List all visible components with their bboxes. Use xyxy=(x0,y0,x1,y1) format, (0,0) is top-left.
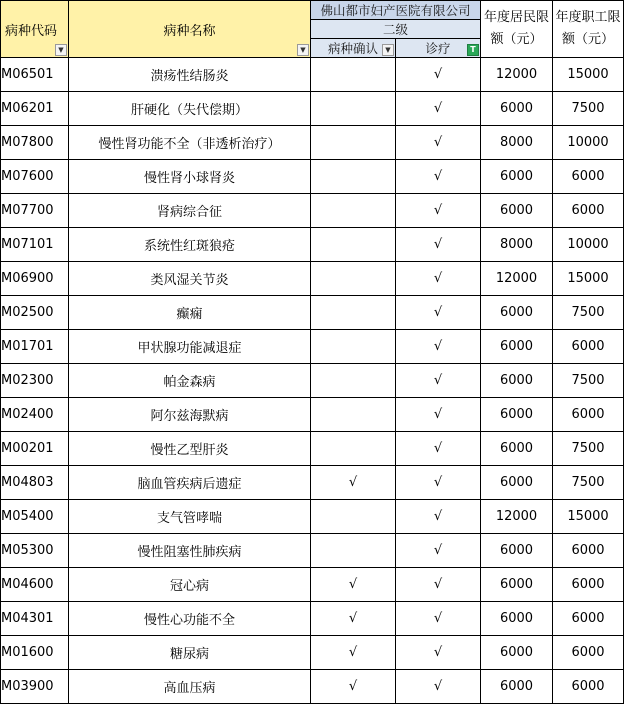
cell-clinic[interactable]: √ xyxy=(396,58,481,92)
cell-employee-limit[interactable]: 10000 xyxy=(553,126,624,160)
cell-confirm[interactable] xyxy=(311,534,396,568)
cell-resident-limit[interactable]: 6000 xyxy=(481,568,553,602)
cell-code[interactable]: M05300 xyxy=(1,534,69,568)
cell-confirm[interactable]: √ xyxy=(311,466,396,500)
cell-resident-limit[interactable]: 6000 xyxy=(481,160,553,194)
cell-confirm[interactable] xyxy=(311,364,396,398)
cell-confirm[interactable] xyxy=(311,126,396,160)
cell-confirm[interactable] xyxy=(311,296,396,330)
cell-code[interactable]: M04803 xyxy=(1,466,69,500)
cell-employee-limit[interactable]: 6000 xyxy=(553,330,624,364)
cell-name[interactable]: 阿尔兹海默病 xyxy=(69,398,311,432)
cell-resident-limit[interactable]: 6000 xyxy=(481,92,553,126)
table-body xyxy=(1,58,624,704)
cell-employee-limit[interactable]: 6000 xyxy=(553,194,624,228)
cell-resident-limit[interactable]: 6000 xyxy=(481,636,553,670)
cell-clinic[interactable]: √ xyxy=(396,602,481,636)
table-row xyxy=(1,194,624,228)
cell-confirm[interactable] xyxy=(311,92,396,126)
cell-clinic[interactable]: √ xyxy=(396,228,481,262)
cell-employee-limit[interactable]: 7500 xyxy=(553,364,624,398)
cell-employee-limit[interactable]: 6000 xyxy=(553,160,624,194)
cell-name[interactable]: 慢性阻塞性肺疾病 xyxy=(69,534,311,568)
cell-confirm[interactable]: √ xyxy=(311,670,396,704)
header-confirm-label: 病种确认 xyxy=(327,41,378,56)
cell-resident-limit[interactable]: 6000 xyxy=(481,364,553,398)
cell-clinic[interactable]: √ xyxy=(396,126,481,160)
header-level: 二级 xyxy=(311,20,481,39)
cell-name[interactable]: 慢性乙型肝炎 xyxy=(69,432,311,466)
cell-code[interactable]: M07600 xyxy=(1,160,69,194)
cell-employee-limit[interactable]: 6000 xyxy=(553,534,624,568)
cell-employee-limit[interactable]: 10000 xyxy=(553,228,624,262)
cell-code[interactable]: M04301 xyxy=(1,602,69,636)
cell-resident-limit[interactable]: 6000 xyxy=(481,670,553,704)
cell-employee-limit[interactable]: 6000 xyxy=(553,602,624,636)
table-row xyxy=(1,92,624,126)
cell-code[interactable]: M03900 xyxy=(1,670,69,704)
cell-name[interactable]: 肾病综合征 xyxy=(69,194,311,228)
cell-clinic[interactable]: √ xyxy=(396,500,481,534)
table-row xyxy=(1,160,624,194)
cell-resident-limit[interactable]: 6000 xyxy=(481,194,553,228)
cell-employee-limit[interactable]: 6000 xyxy=(553,398,624,432)
cell-clinic[interactable]: √ xyxy=(396,92,481,126)
cell-clinic[interactable]: √ xyxy=(396,398,481,432)
dropdown-arrow-icon[interactable]: ▼ xyxy=(382,44,394,56)
cell-code[interactable]: M00201 xyxy=(1,432,69,466)
cell-code[interactable]: M07800 xyxy=(1,126,69,160)
cell-name[interactable]: 帕金森病 xyxy=(69,364,311,398)
cell-code[interactable]: M02400 xyxy=(1,398,69,432)
table-row xyxy=(1,432,624,466)
cell-employee-limit[interactable]: 15000 xyxy=(553,500,624,534)
cell-employee-limit[interactable]: 7500 xyxy=(553,466,624,500)
header-code-label: 病种代码 xyxy=(5,23,58,39)
cell-confirm[interactable] xyxy=(311,194,396,228)
cell-confirm[interactable] xyxy=(311,160,396,194)
cell-name[interactable]: 脑血管疾病后遗症 xyxy=(69,466,311,500)
cell-resident-limit[interactable]: 12000 xyxy=(481,58,553,92)
cell-code[interactable]: M04600 xyxy=(1,568,69,602)
header-code[interactable] xyxy=(1,1,69,58)
table-row xyxy=(1,500,624,534)
cell-clinic[interactable]: √ xyxy=(396,364,481,398)
table-header xyxy=(1,1,624,58)
cell-code[interactable]: M07700 xyxy=(1,194,69,228)
cell-name[interactable]: 甲状腺功能减退症 xyxy=(69,330,311,364)
table-row xyxy=(1,636,624,670)
table-row xyxy=(1,602,624,636)
dropdown-arrow-icon[interactable]: ▼ xyxy=(55,44,67,56)
cell-resident-limit[interactable]: 6000 xyxy=(481,534,553,568)
cell-employee-limit[interactable]: 15000 xyxy=(553,262,624,296)
cell-confirm[interactable]: √ xyxy=(311,602,396,636)
cell-clinic[interactable]: √ xyxy=(396,670,481,704)
cell-confirm[interactable]: √ xyxy=(311,636,396,670)
cell-code[interactable]: M01701 xyxy=(1,330,69,364)
table-row xyxy=(1,364,624,398)
cell-confirm[interactable] xyxy=(311,432,396,466)
cell-name[interactable]: 糖尿病 xyxy=(69,636,311,670)
header-hospital: 佛山都市妇产医院有限公司 xyxy=(311,1,481,20)
cell-clinic[interactable]: √ xyxy=(396,296,481,330)
table-row xyxy=(1,466,624,500)
cell-name[interactable]: 系统性红斑狼疮 xyxy=(69,228,311,262)
cell-confirm[interactable]: √ xyxy=(311,568,396,602)
cell-resident-limit[interactable]: 8000 xyxy=(481,228,553,262)
header-name-label: 病种名称 xyxy=(163,23,216,39)
header-confirm[interactable] xyxy=(311,39,396,58)
cell-resident-limit[interactable]: 6000 xyxy=(481,466,553,500)
cell-code[interactable]: M02500 xyxy=(1,296,69,330)
cell-employee-limit[interactable]: 7500 xyxy=(553,432,624,466)
cell-resident-limit[interactable]: 12000 xyxy=(481,262,553,296)
cell-clinic[interactable]: √ xyxy=(396,160,481,194)
cell-resident-limit[interactable]: 6000 xyxy=(481,330,553,364)
cell-code[interactable]: M06501 xyxy=(1,58,69,92)
cell-name[interactable]: 支气管哮喘 xyxy=(69,500,311,534)
table-row xyxy=(1,58,624,92)
cell-employee-limit[interactable]: 15000 xyxy=(553,58,624,92)
table-row xyxy=(1,296,624,330)
cell-clinic[interactable]: √ xyxy=(396,330,481,364)
cell-name[interactable]: 慢性肾小球肾炎 xyxy=(69,160,311,194)
cell-resident-limit[interactable]: 6000 xyxy=(481,296,553,330)
dropdown-arrow-icon[interactable]: ▼ xyxy=(297,44,309,56)
cell-clinic[interactable]: √ xyxy=(396,432,481,466)
cell-name[interactable]: 慢性肾功能不全（非透析治疗） xyxy=(69,126,311,160)
cell-employee-limit[interactable]: 6000 xyxy=(553,568,624,602)
cell-code[interactable]: M06900 xyxy=(1,262,69,296)
table-row xyxy=(1,262,624,296)
header-clinic[interactable] xyxy=(396,39,481,58)
cell-confirm[interactable] xyxy=(311,500,396,534)
header-employee: 年度职工限额（元） xyxy=(553,1,624,58)
cell-resident-limit[interactable]: 6000 xyxy=(481,602,553,636)
cell-name[interactable]: 类风湿关节炎 xyxy=(69,262,311,296)
cell-name[interactable]: 慢性心功能不全 xyxy=(69,602,311,636)
cell-code[interactable]: M06201 xyxy=(1,92,69,126)
cell-code[interactable]: M05400 xyxy=(1,500,69,534)
cell-code[interactable]: M01600 xyxy=(1,636,69,670)
cell-employee-limit[interactable]: 7500 xyxy=(553,92,624,126)
cell-name[interactable]: 癫痫 xyxy=(69,296,311,330)
cell-clinic[interactable]: √ xyxy=(396,262,481,296)
cell-name[interactable]: 溃疡性结肠炎 xyxy=(69,58,311,92)
cell-clinic[interactable]: √ xyxy=(396,194,481,228)
cell-name[interactable]: 肝硬化（失代偿期） xyxy=(69,92,311,126)
table-row xyxy=(1,126,624,160)
cell-name[interactable]: 高血压病 xyxy=(69,670,311,704)
cell-confirm[interactable] xyxy=(311,398,396,432)
table-row xyxy=(1,330,624,364)
cell-clinic[interactable]: √ xyxy=(396,466,481,500)
cell-confirm[interactable] xyxy=(311,58,396,92)
cell-name[interactable]: 冠心病 xyxy=(69,568,311,602)
cell-employee-limit[interactable]: 7500 xyxy=(553,296,624,330)
header-resident: 年度居民限额（元） xyxy=(481,1,553,58)
cell-confirm[interactable] xyxy=(311,330,396,364)
cell-resident-limit[interactable]: 8000 xyxy=(481,126,553,160)
header-clinic-label: 诊疗 xyxy=(425,41,451,56)
cell-resident-limit[interactable]: 6000 xyxy=(481,398,553,432)
table-row xyxy=(1,228,624,262)
cell-code[interactable]: M07101 xyxy=(1,228,69,262)
cell-code[interactable]: M02300 xyxy=(1,364,69,398)
table-row xyxy=(1,568,624,602)
cell-clinic[interactable]: √ xyxy=(396,636,481,670)
cell-employee-limit[interactable]: 6000 xyxy=(553,670,624,704)
cell-employee-limit[interactable]: 6000 xyxy=(553,636,624,670)
table-row xyxy=(1,398,624,432)
cell-clinic[interactable]: √ xyxy=(396,534,481,568)
header-name[interactable] xyxy=(69,1,311,58)
filter-active-icon[interactable]: T xyxy=(467,44,479,56)
cell-resident-limit[interactable]: 6000 xyxy=(481,432,553,466)
cell-confirm[interactable] xyxy=(311,228,396,262)
table-row xyxy=(1,534,624,568)
cell-confirm[interactable] xyxy=(311,262,396,296)
table-row xyxy=(1,670,624,704)
cell-clinic[interactable]: √ xyxy=(396,568,481,602)
cell-resident-limit[interactable]: 12000 xyxy=(481,500,553,534)
